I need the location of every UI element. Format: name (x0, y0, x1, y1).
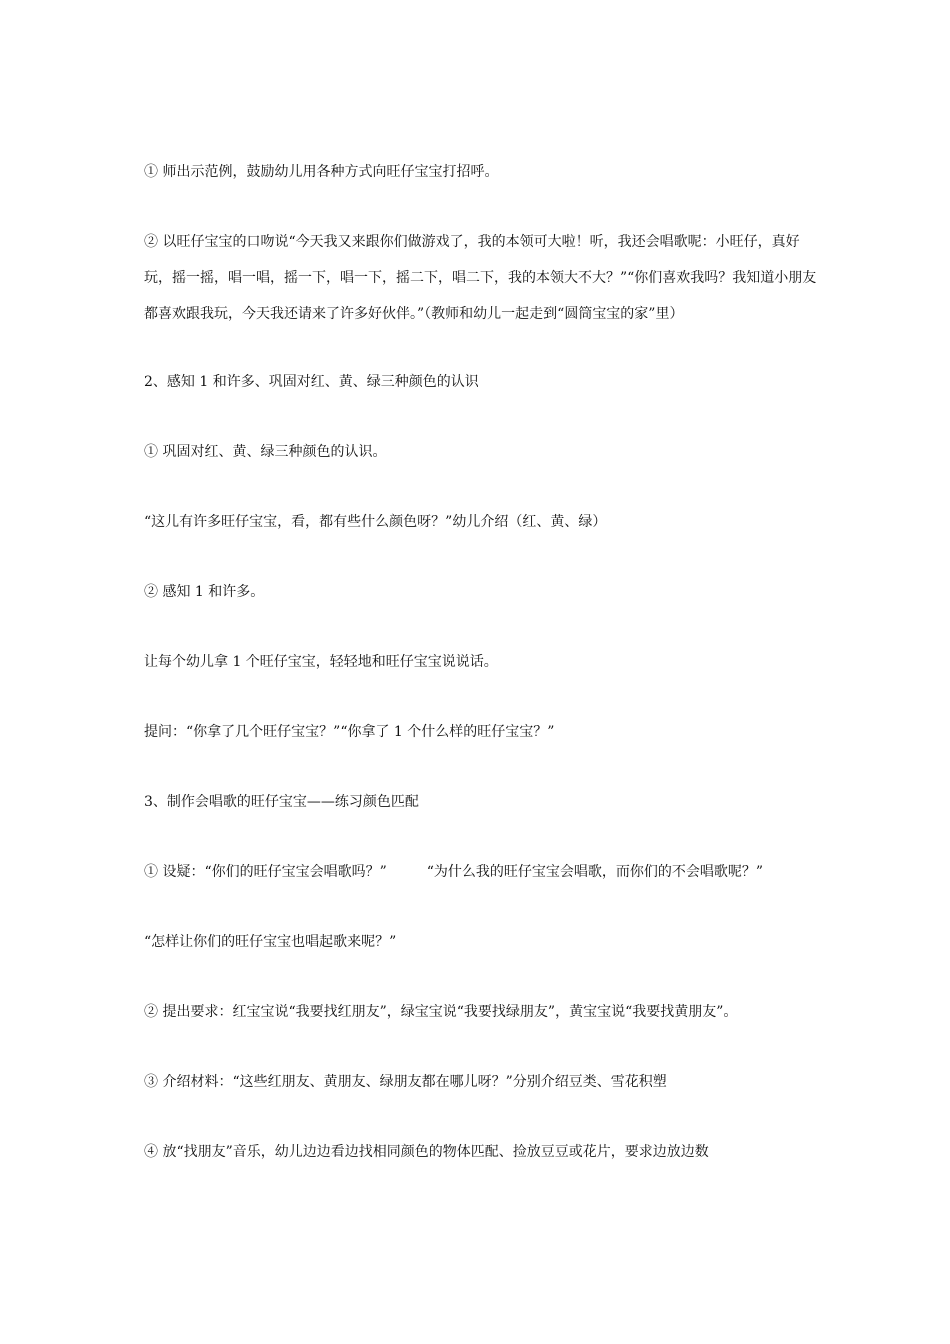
text-line (144, 854, 824, 890)
paragraph-requirements (144, 994, 824, 1030)
paragraph-song (144, 224, 824, 332)
paragraph-hold-one (144, 644, 824, 680)
paragraph-colors-question (144, 504, 824, 540)
paragraph-music (144, 1134, 824, 1170)
heading-text: 2、感知 1 和许多、巩固对红、黄、绿三种颜色的认识 (144, 374, 479, 390)
section-heading-2 (144, 364, 824, 400)
text-line: ② 提出要求：红宝宝说“我要找红朋友”，绿宝宝说“我要找绿朋友”，黄宝宝说“我要找黄朋友”。 (144, 1004, 738, 1020)
text-line: 都喜欢跟我玩，今天我还请来了许多好伙伴。”（教师和幼儿一起走到“圆筒宝宝的家”里） (144, 306, 684, 322)
doubt-question: ① 设疑：“你们的旺仔宝宝会唱歌吗？” (144, 864, 387, 880)
text-line: ② 以旺仔宝宝的口吻说“今天我又来跟你们做游戏了，我的本领可大啦！听，我还会唱歌呢：小旺仔，真好 (144, 234, 800, 250)
text-line: “怎样让你们的旺仔宝宝也唱起歌来呢？” (144, 934, 397, 950)
text-line: ③ 介绍材料：“这些红朋友、黄朋友、绿朋友都在哪儿呀？”分别介绍豆类、雪花积塑 (144, 1074, 667, 1090)
section-heading-3 (144, 784, 824, 820)
heading-text: 3、制作会唱歌的旺仔宝宝——练习颜色匹配 (144, 794, 419, 810)
text-line: ① 巩固对红、黄、绿三种颜色的认识。 (144, 444, 387, 460)
text-line: ① 师出示范例，鼓励幼儿用各种方式向旺仔宝宝打招呼。 (144, 164, 499, 180)
paragraph-materials (144, 1064, 824, 1100)
paragraph-greeting (144, 154, 824, 190)
paragraph-colors (144, 434, 824, 470)
paragraph-doubt (144, 854, 824, 890)
paragraph-question (144, 714, 824, 750)
text-line: “这儿有许多旺仔宝宝，看，都有些什么颜色呀？”幼儿介绍（红、黄、绿） (144, 514, 607, 530)
text-line: ② 感知 1 和许多。 (144, 584, 265, 600)
text-line: 让每个幼儿拿 1 个旺仔宝宝，轻轻地和旺仔宝宝说说话。 (144, 654, 498, 670)
paragraph-how (144, 924, 824, 960)
text-line: 玩，摇一摇，唱一唱，摇一下，唱一下，摇二下，唱二下，我的本领大不大？”“你们喜欢我吗？我知道小朋友 (144, 270, 817, 286)
doubt-followup: “为什么我的旺仔宝宝会唱歌，而你们的不会唱歌呢？” (426, 864, 764, 880)
text-line: 提问：“你拿了几个旺仔宝宝？”“你拿了 1 个什么样的旺仔宝宝？” (144, 724, 555, 740)
paragraph-one-and-many (144, 574, 824, 610)
text-line: ④ 放“找朋友”音乐，幼儿边边看边找相同颜色的物体匹配、捡放豆豆或花片，要求边放边数 (144, 1144, 709, 1160)
